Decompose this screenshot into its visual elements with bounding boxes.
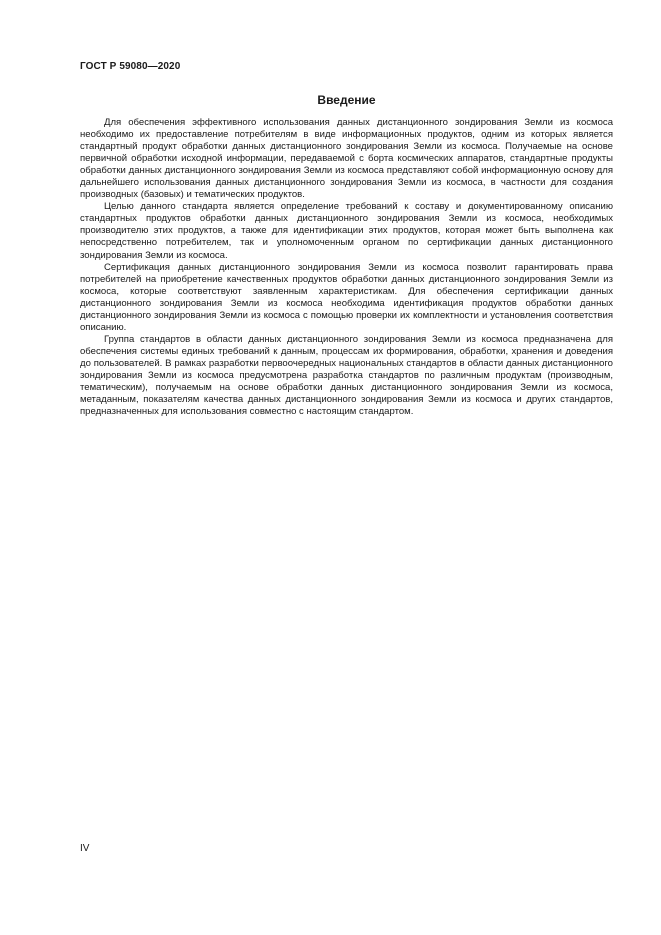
paragraph-4: Группа стандартов в области данных дистанционного зондирования Земли из космоса предназначена для обеспечения системы единых требований к данным, процессам их формирования, обработки, хранения и доведения до пользователей. В рамках разработки первоочередных национальных стандартов в области данных дистанционного зондирования Земли из космоса предусмотрена разработка стандартов по различным продуктам (производным, тематическим), получаемым на основе обработки данных дистанционного зондирования Земли из космоса, метаданным, показателям качества данных дистанционного зондирования Земли из космоса и других стандартов, предназначенных для использования совместно с настоящим стандартом. [80,333,613,418]
paragraph-3: Сертификация данных дистанционного зондирования Земли из космоса позволит гарантировать права потребителей на приобретение качественных продуктов обработки данных дистанционного зондирования Земли из космоса, которые соответствуют заявленным характеристикам. Для обеспечения сертификации данных дистанционного зондирования Земли из космоса необходима идентификация продуктов обработки данных дистанционного зондирования Земли из космоса с помощью проверки их комплектности и установления соответствия описанию. [80,261,613,333]
paragraph-2: Целью данного стандарта является определение требований к составу и документированному описанию стандартных продуктов обработки данных дистанционного зондирования Земли из космоса, необходимых производителю этих продуктов, а также для идентификации этих продуктов, которая может быть выполнена как непосредственно потребителем, так и уполномоченным органом по сертификации данных дистанционного зондирования Земли из космоса. [80,201,613,261]
section-title: Введение [317,93,376,107]
introduction-body [80,117,613,418]
paragraph-1: Для обеспечения эффективного использования данных дистанционного зондирования Земли из космоса необходимо их предоставление потребителям в виде информационных продуктов, одним из которых является стандартный продукт обработки данных дистанционного зондирования Земли из космоса. Получаемые на основе первичной обработки исходной информации, передаваемой с борта космических аппаратов, стандартные продукты обработки данных дистанционного зондирования Земли из космоса представляют собой информационную основу для дальнейшего использования данных дистанционного зондирования Земли из космоса, в частности для создания производных (базовых) и тематических продуктов. [80,117,613,201]
page-number: IV [80,843,90,854]
document-standard-code: ГОСТ Р 59080—2020 [80,61,181,72]
